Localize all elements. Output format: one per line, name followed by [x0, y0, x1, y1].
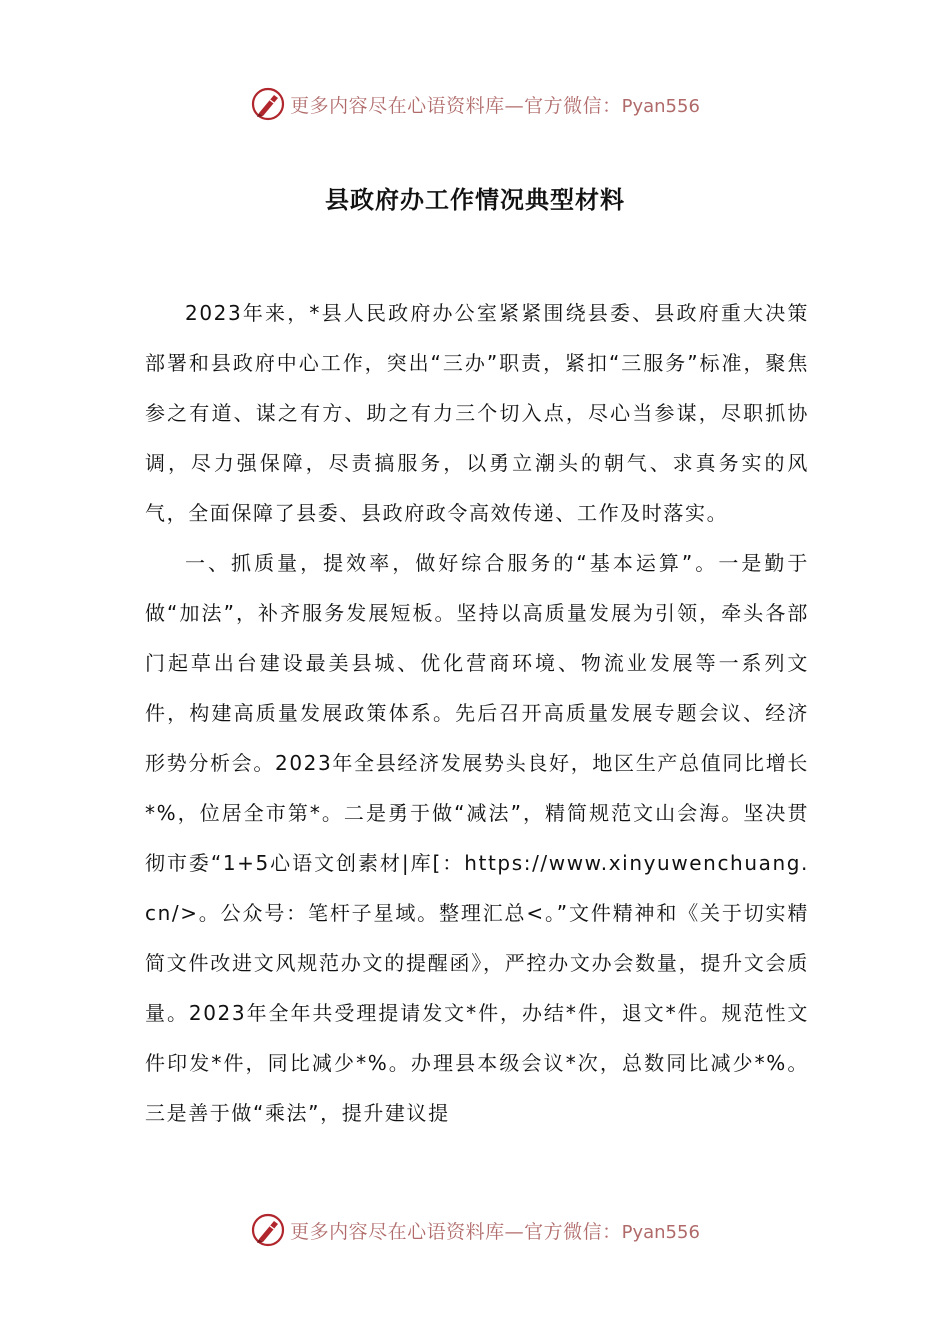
banner-cn-text: 更多内容尽在心语资料库—官方微信： — [290, 1220, 622, 1243]
document-title: 县政府办工作情况典型材料 — [325, 185, 625, 214]
footer-banner — [0, 1208, 950, 1252]
pen-logo-icon — [250, 86, 286, 122]
banner-text — [290, 1217, 700, 1244]
header-banner — [0, 82, 950, 126]
paragraph-section-one: 一、抓质量，提效率，做好综合服务的“基本运算”。一是勤于做“加法”，补齐服务发展短板。坚持以高质量发展为引领，牵头各部门起草出台建设最美县城、优化营商环境、物流业发展等一系列文件，构建高质量发展政策体系。先后召开高质量发展专题会议、经济形势分析会。2023年全县经济发展势头良好，地区生产总值同比增长*%，位居全市第*。二是勇于做“减法”，精简规范文山会海。坚决贯彻市委“1+5心语文创素材|库[：https://www.xinyuwenchuang.cn/>。公众号：笔杆子星域。整理汇总<。”文件精神和《关于切实精简文件改进文风规范办文的提醒函》，严控办文办会数量，提升文会质量。2023年全年共受理提请发文*件，办结*件，退文*件。规范性文件印发*件，同比减少*%。办理县本级会议*次，总数同比减少*%。三是善于做“乘法”，提升建议提 — [145, 551, 809, 1125]
document-body — [145, 288, 809, 1138]
paragraph-intro: 2023年来，*县人民政府办公室紧紧围绕县委、县政府重大决策部署和县政府中心工作，突出“三办”职责，紧扣“三服务”标准，聚焦参之有道、谋之有方、助之有力三个切入点，尽心当参谋，尽职抓协调，尽力强保障，尽责搞服务，以勇立潮头的朝气、求真务实的风气，全面保障了县委、县政府政令高效传递、工作及时落实。 — [145, 301, 809, 525]
pen-logo-icon — [250, 1212, 286, 1248]
banner-wechat-id: Pyan556 — [621, 95, 700, 117]
banner-cn-text: 更多内容尽在心语资料库—官方微信： — [290, 94, 622, 117]
banner-text — [290, 91, 700, 118]
banner-wechat-id: Pyan556 — [621, 1221, 700, 1243]
